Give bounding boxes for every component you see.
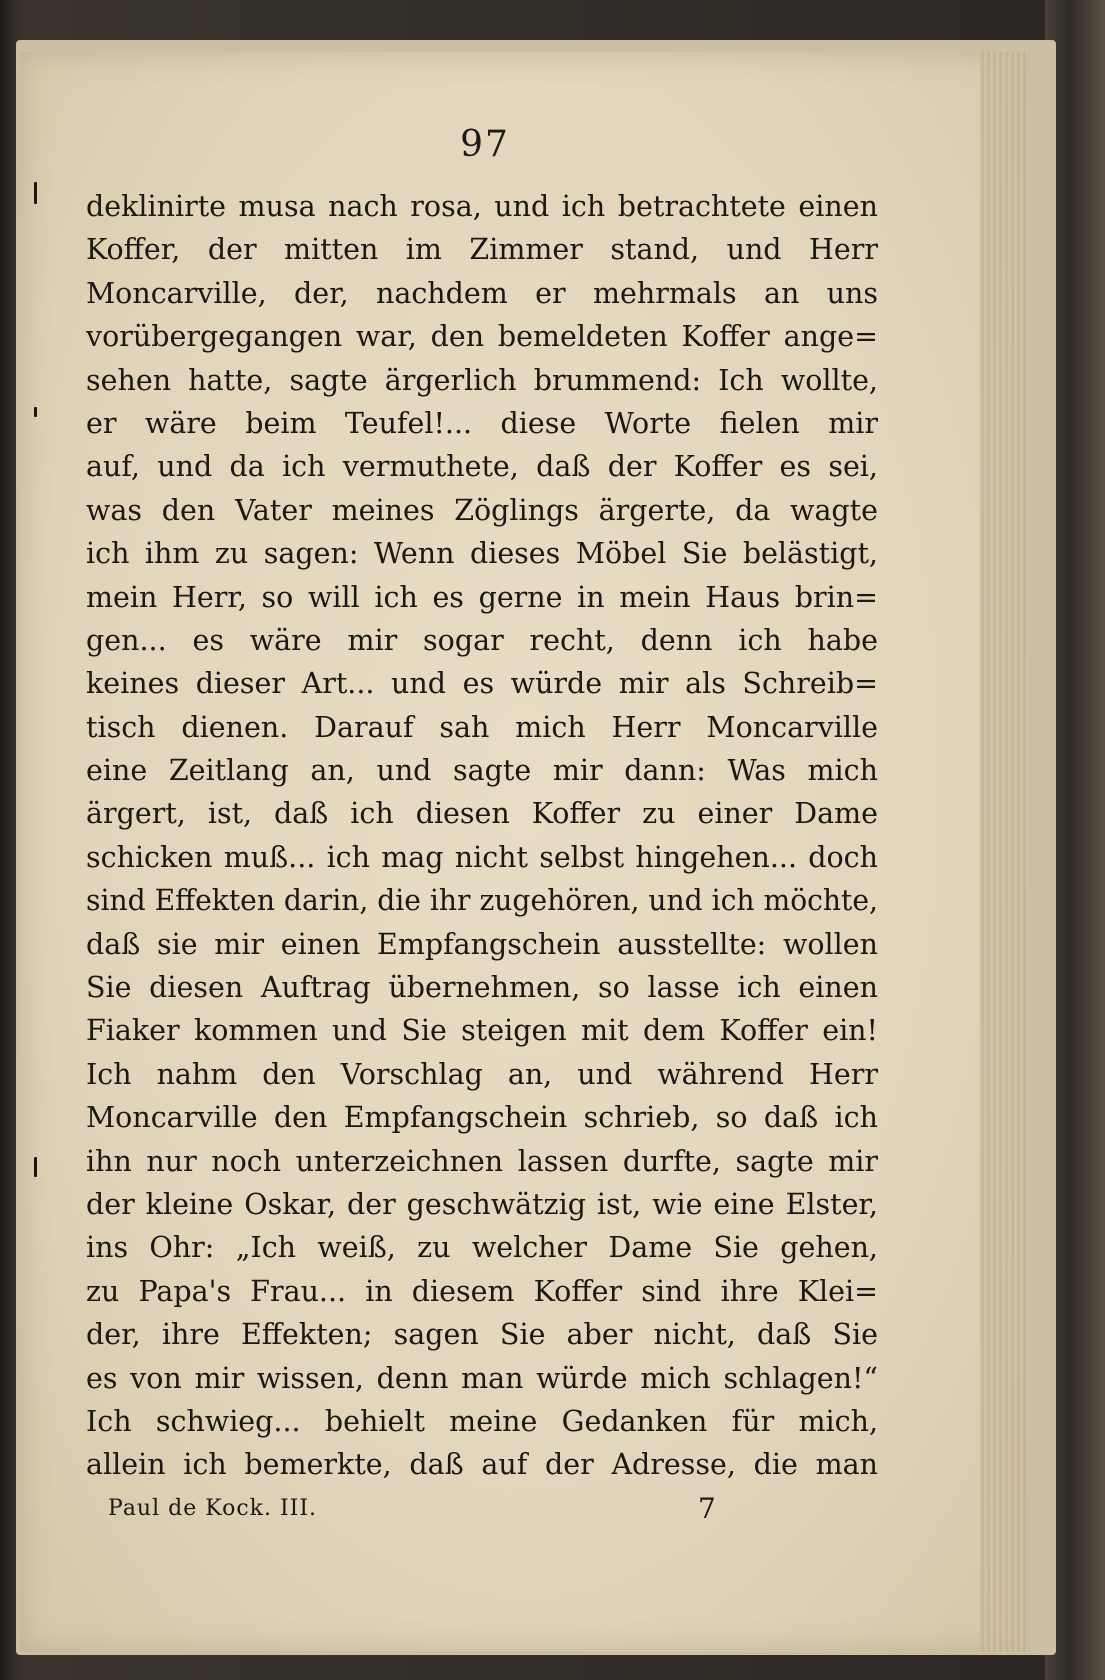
text-line: zu Papa's Frau... in diesem Koffer sind ihre Klei= <box>86 1274 878 1308</box>
text-line: der, ihre Effekten; sagen Sie aber nicht, daß Sie <box>86 1318 878 1352</box>
text-line: tisch dienen. Darauf sah mich Herr Moncarville <box>86 710 878 744</box>
text-line: keines dieser Art... und es würde mir als Schreib= <box>86 667 878 701</box>
text-line: deklinirte musa nach rosa, und ich betrachtete einen <box>86 190 878 223</box>
binding-mark <box>34 1157 37 1177</box>
text-line: mein Herr, so will ich es gerne in mein Haus brin= <box>86 580 878 614</box>
text-line: er wäre beim Teufel!... diese Worte fielen mir <box>86 406 878 440</box>
text-line: sehen hatte, sagte ärgerlich brummend: Ich wollte, <box>86 363 878 397</box>
page-edges <box>980 52 1030 1652</box>
body-text <box>86 185 878 1487</box>
text-line: schicken muß... ich mag nicht selbst hingehen... doch <box>86 840 878 874</box>
text-line: Ich schwieg... behielt meine Gedanken für mich, <box>86 1404 878 1438</box>
text-line: sind Effekten darin, die ihr zugehören, und ich möchte, <box>86 884 878 918</box>
text-line: was den Vater meines Zöglings ärgerte, da wagte <box>86 493 878 527</box>
text-line: ärgert, ist, daß ich diesen Koffer zu einer Dame <box>86 797 878 831</box>
text-line: gen... es wäre mir sogar recht, denn ich habe <box>86 623 878 657</box>
text-line: ins Ohr: „Ich weiß, zu welcher Dame Sie gehen, <box>86 1231 878 1265</box>
text-line: allein ich bemerkte, daß auf der Adresse, die man <box>86 1448 878 1482</box>
text-line: daß sie mir einen Empfangschein ausstellte: wollen <box>86 927 878 961</box>
text-line: Fiaker kommen und Sie steigen mit dem Koffer ein! <box>86 1014 878 1048</box>
text-line: ihn nur noch unterzeichnen lassen durfte, sagte mir <box>86 1144 878 1178</box>
page-footer <box>86 1492 878 1532</box>
text-line: auf, und da ich vermuthete, daß der Koffer es sei, <box>86 450 878 484</box>
text-line: vorübergegangen war, den bemeldeten Koffer ange= <box>86 320 878 354</box>
text-line: eine Zeitlang an, und sagte mir dann: Was mich <box>86 754 878 788</box>
text-line: der kleine Oskar, der geschwätzig ist, wie eine Elster, <box>86 1187 878 1221</box>
book-page <box>20 52 1030 1652</box>
text-line: Ich nahm den Vorschlag an, und während Herr <box>86 1057 878 1091</box>
sheet-number: 7 <box>698 1492 716 1525</box>
text-line: Sie diesen Auftrag übernehmen, so lasse ich einen <box>86 971 878 1005</box>
text-line: Moncarville, der, nachdem er mehrmals an uns <box>86 276 878 310</box>
text-line: Koffer, der mitten im Zimmer stand, und Herr <box>86 233 878 267</box>
binding-mark <box>34 182 37 204</box>
printer-signature: Paul de Kock. III. <box>108 1496 318 1521</box>
text-line: ich ihm zu sagen: Wenn dieses Möbel Sie belästigt, <box>86 537 878 571</box>
binding-mark <box>34 407 37 417</box>
text-line: Moncarville den Empfangschein schrieb, so daß ich <box>86 1101 878 1135</box>
page-number: 97 <box>460 124 510 165</box>
text-line: es von mir wissen, denn man würde mich schlagen!“ <box>86 1361 878 1395</box>
